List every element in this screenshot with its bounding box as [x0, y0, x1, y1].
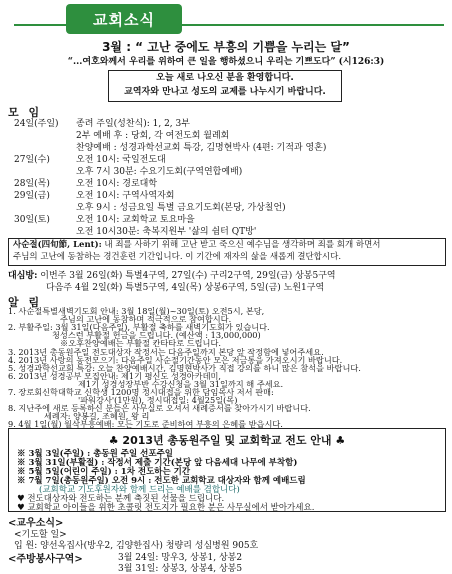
visitation-label: 대심방:	[8, 271, 38, 281]
evangelism-line: ♥ 전도대상자와 전도하는 분께 축짓된 선물을 드립니다.	[17, 494, 225, 504]
lent-line-1: 내 죄를 사하기 위해 고난 받고 죽으신 예수님을 생각하며 죄를 회개 하면서	[101, 240, 381, 250]
kitchen-duty-line-2: 3월 31일: 상봉3, 상봉4, 상봉5	[118, 564, 243, 574]
meeting-item: 오전 10시: 구역사역자회	[76, 191, 175, 201]
meeting-item: 오전 10시: 교회학교 토요마을	[76, 215, 195, 225]
notice-line: 주님의 고난에 동참하며 적극적으로 참여합시다.	[60, 314, 232, 325]
notice-line: 6. 2013년 성경공부 모집안내: 제1기 평신도 성경아카데미,	[8, 370, 222, 381]
banner	[66, 4, 182, 34]
theme-verse: “...여호와께서 우리를 위하여 큰 일을 행하셨으니 우리는 기쁘도다” (시126:3)	[67, 57, 385, 67]
meeting-item: 종려 주일(성찬식): 1, 2, 3부	[76, 119, 190, 129]
notice-line: 9. 4월 1일(월) 월삭부흥예배: 모든 기도로 준비하여 부흥의 은혜를 받읍시다.	[8, 419, 283, 430]
meeting-date: 24일(주일)	[14, 119, 59, 129]
hospital-line: 입 원: 양선옥집사(방우2, 김양한집사) 청량리 성심병원 905호	[14, 541, 259, 551]
lent-label: 사순절(四旬節, Lent):	[13, 240, 102, 250]
evangelism-line: ※ 3월 31일(부활절) : 작정서 제출 기간(본당 앞 다음세대 나무에 부착함)	[17, 458, 298, 468]
evangelism-box	[8, 428, 446, 512]
meeting-item: 오전 10시: 경로대학	[76, 179, 158, 189]
meetings-heading: 모 임	[8, 106, 43, 119]
meeting-date: 27일(수)	[14, 155, 50, 165]
notice-line: 1. 사순절특별새벽기도회 안내: 3월 18일(월)~30일(토) 오전5시, 본당,	[8, 306, 265, 316]
notice-line: 청성스런 부활절 헌금을 드립니다. (예산액 : 13,000,000)	[52, 330, 261, 341]
evangelism-line: ♥ 교회학교 아이들을 위한 초콜릿 전도지가 필요한 분은 사무실에서 받아가세요.	[17, 503, 315, 513]
notice-line: 제1기 성경성장부반 수강신청을 3월 31일까지 해 주세요.	[78, 378, 284, 389]
meeting-item: 찬양예배 : 성경과학선교회 특강, 김명현박사 (4편: 기적과 영혼)	[76, 143, 327, 153]
meeting-date: 30일(토)	[14, 215, 50, 225]
notice-line: 8. 지난주에 새로 등록하신 분들은 사무실로 오셔서 새례증서를 찾아가시기 바랍니다.	[8, 403, 311, 414]
kitchen-duty-heading: <주방봉사구역>	[8, 554, 83, 565]
welcome-box	[108, 70, 342, 102]
notice-line: 7. 장로회신학대학교 신학생 1200명 정시대접을 위한 담임목사 저서 판매:	[8, 387, 274, 397]
banner-title: 교회소식	[93, 10, 155, 29]
notice-line: 5. 성경과학선교회 특강: 오늘 찬양예배시간, 김명현박사가 직접 강의를 하니 많은 참석을 바랍니다.	[8, 362, 361, 373]
evangelism-line: ※ 3월 3일(주일) : 총동원 주일 선포주일	[17, 449, 174, 459]
visitation-next-week: 다음주 4월 2일(화) 특별5구역, 4일(목) 상봉6구역, 5일(금) 노원1구역	[46, 283, 325, 293]
evangelism-line: (교회학교 기도후원자와 함께 드리는 예배를 겸합니다)	[39, 485, 240, 495]
prayer-heading: <기도할 일>	[14, 530, 67, 540]
evangelism-box-title: ♣ 2013년 총동원주일 및 교회학교 전도 안내 ♣	[108, 434, 346, 447]
welcome-line-2: 교역자와 만나고 성도의 교제를 나누시기 바랍니다.	[124, 87, 326, 97]
meeting-date: 28일(목)	[14, 179, 50, 189]
kitchen-duty-line-1: 3월 24일: 망우3, 상봉1, 상봉2	[118, 553, 243, 563]
visitation-this-week: 이번주 3월 26일(화) 특별4구역, 27일(수) 구리2구역, 29일(금) 상봉5구역	[37, 271, 336, 281]
notice-line: ※오후찬양예배는 부활절 칸타타로 드립니다.	[60, 338, 221, 349]
notice-line: 세례자: 양봉길, 조혜원, 왕 리	[44, 411, 150, 422]
welcome-line-1: 오늘 새로 나오신 분을 환영합니다.	[156, 73, 294, 83]
members-news-heading: <교우소식>	[8, 518, 64, 529]
evangelism-line: ※ 7월 7일(총동원주일) 오전 9시 : 전도한 교회학교 대상자와 함께 예배드림	[17, 476, 306, 486]
meeting-item: 2부 예배 후 : 당회, 각 여전도회 월례회	[76, 131, 230, 141]
meeting-item: 오후 7시 30분: 수요기도회(구역연합예배)	[76, 167, 243, 177]
meeting-item: 오전 10시30분: 축복지원부 '삶의 쉼터 QT방'	[76, 227, 257, 237]
meeting-date: 29일(금)	[14, 191, 50, 201]
lent-box	[8, 238, 446, 266]
notice-line: 2. 부활주일: 3월 31일(다음주일), 부활절 축하를 새벽기도회가 있습니다.	[8, 322, 270, 333]
month-theme-title: 3월 : “ 고난 중에도 부흥의 기쁨을 누리는 달”	[102, 40, 350, 54]
notices-heading: 알 림	[8, 296, 43, 309]
meeting-item: 오후 9시 : 성금요일 특별 금요기도회(본당, 가상칠언)	[76, 203, 286, 213]
lent-line-2: 주님의 고난에 동참하는 경건훈련 기간입니다. 이 기간에 재자의 삶을 새롭게 결단합시다.	[13, 252, 342, 262]
notice-line: '파워강사'(1만원), 정시대접일: 4월25일(목)	[78, 395, 238, 406]
notice-line: 4. 2013년 사랑의 동전모으기: 다음주일 사순절기간동안 모은 저금통을 가져오시기 바랍니다.	[8, 354, 343, 365]
evangelism-line: ※ 5월 5일(어린이 주일) : 1차 전도하는 기간	[17, 467, 191, 477]
meeting-item: 오전 10시: 국일전도대	[76, 155, 166, 165]
notice-line: 3. 2013년 총동원주일 전도대상자 작정서는 다음주일까지 본당 앞 작정함에 넣어주세요.	[8, 346, 324, 357]
